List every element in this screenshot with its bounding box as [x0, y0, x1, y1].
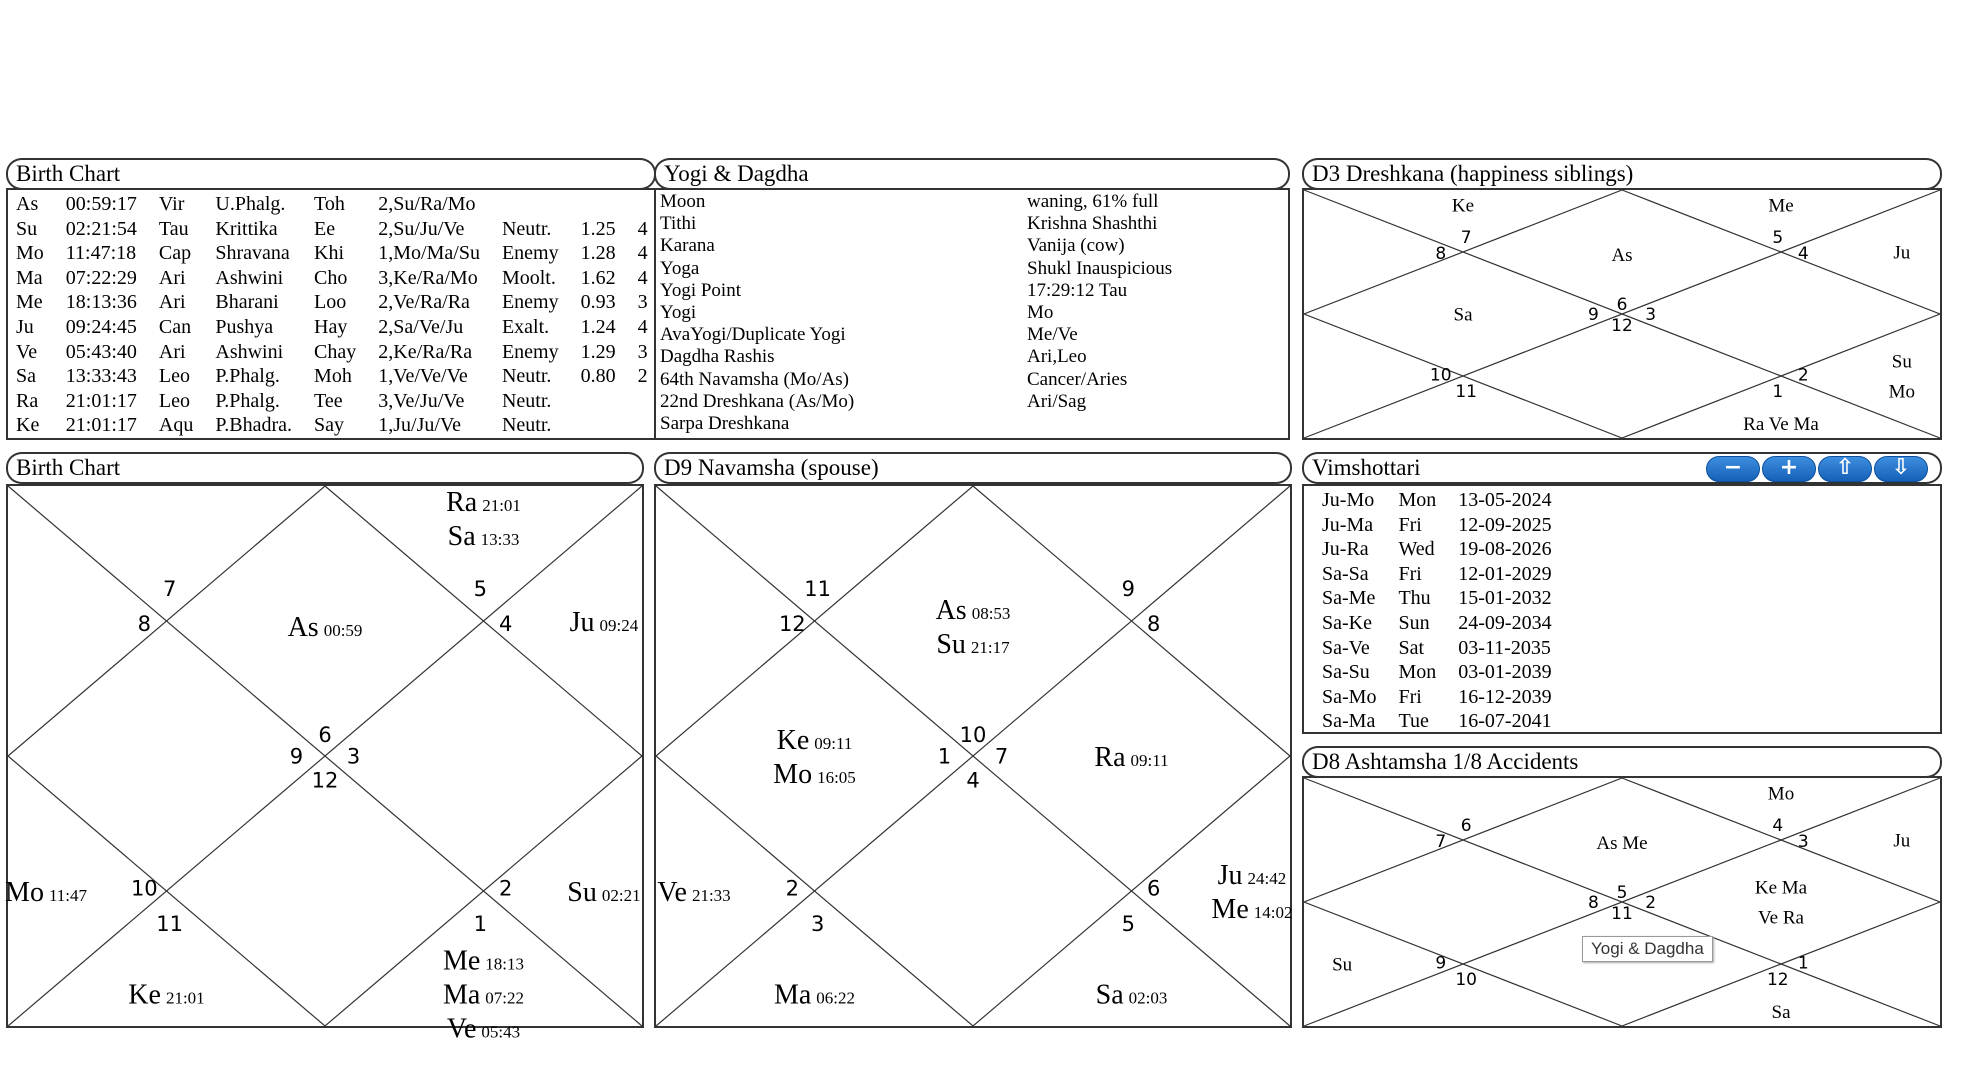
- house-number: 8: [1587, 892, 1599, 913]
- yogi-row: [660, 235, 1172, 257]
- birth-table-cell: Su: [16, 217, 38, 240]
- birth-table-cell: Pushya: [215, 315, 274, 338]
- house-number: 1: [1772, 381, 1784, 402]
- vimshottari-cell: Sa-Ve: [1322, 636, 1370, 659]
- vimshottari-cell: Fri: [1398, 562, 1422, 585]
- birth-table-cell: 11:47:18: [65, 242, 137, 265]
- yogi-cell: Ari/Sag: [1027, 390, 1087, 412]
- yogi-panel: [654, 158, 1290, 440]
- planet-label: Mo 11:47: [5, 876, 88, 908]
- house-number: 5: [1616, 883, 1628, 904]
- vimshottari-cell: Ju-Ma: [1322, 513, 1374, 536]
- birth-table-cell: P.Phalg.: [215, 389, 280, 412]
- vimshottari-row: [1322, 611, 1574, 636]
- planet-label: Ju: [1893, 242, 1911, 264]
- house-number: 11: [804, 576, 832, 601]
- birth-table-cell: 2: [637, 365, 648, 388]
- birth-table-cell: 1.25: [580, 217, 616, 240]
- birth-table-cell: [502, 192, 581, 217]
- planet-label: Su: [1891, 351, 1912, 373]
- yogi-title: Yogi & Dagdha: [654, 158, 1290, 190]
- house-number: 1: [937, 744, 952, 769]
- birth-table-panel: [6, 158, 656, 440]
- birth-table-row: [16, 413, 670, 438]
- planet-label: Ra Ve Ma: [1743, 413, 1819, 435]
- birth-table-cell: Can: [158, 315, 192, 338]
- birth-table-row: [16, 266, 670, 291]
- d3-title: D3 Dreshkana (happiness siblings): [1302, 158, 1942, 190]
- collapse-button[interactable]: −: [1706, 456, 1760, 482]
- birth-table-cell: Me: [16, 291, 43, 314]
- planet-label: Ke Ma: [1754, 877, 1808, 899]
- planet-label: As: [1611, 245, 1633, 267]
- birth-table-row: [16, 217, 670, 242]
- planet-label: Ke: [1451, 195, 1475, 217]
- birth-table-row: [16, 389, 670, 414]
- vimshottari-label: Vimshottari: [1312, 455, 1421, 480]
- vimshottari-row: [1322, 660, 1574, 685]
- yogi-row: [660, 324, 1172, 346]
- birth-table-cell: Tau: [158, 217, 189, 240]
- vimshottari-cell: Sa-Ke: [1322, 611, 1372, 634]
- vimshottari-cell: Mon: [1398, 661, 1437, 684]
- planet-label: Ju 24:42: [1217, 859, 1287, 891]
- planet-label: Sa 13:33: [447, 521, 520, 553]
- house-number: 6: [1460, 816, 1472, 837]
- birth-table-cell: Neutr.: [501, 217, 552, 240]
- vimshottari-cell: 13-05-2024: [1458, 489, 1552, 511]
- tooltip: Yogi & Dagdha: [1582, 936, 1713, 962]
- birth-table-cell: U.Phalg.: [215, 193, 286, 215]
- vimshottari-cell: Tue: [1398, 710, 1429, 733]
- planet-label: As Me: [1596, 833, 1648, 855]
- birth-table-cell: Ma: [16, 266, 43, 289]
- d9-chart[interactable]: [656, 486, 1293, 1026]
- house-number: 8: [1435, 244, 1447, 265]
- planet-label: Sa: [1453, 304, 1473, 326]
- birth-table-title: Birth Chart: [6, 158, 656, 190]
- birth-table-cell: Ari: [158, 340, 186, 363]
- birth-table-cell: 00:59:17: [65, 193, 137, 215]
- birth-table-cell: 07:22:29: [65, 266, 137, 289]
- house-number: 5: [1772, 228, 1784, 249]
- birth-table-cell: Sa: [16, 365, 36, 388]
- planet-label: Su 21:17: [936, 629, 1010, 661]
- yogi-cell: 22nd Dreshkana (As/Mo): [660, 390, 855, 412]
- vimshottari-row: [1322, 586, 1574, 611]
- vimshottari-row: [1322, 513, 1574, 538]
- scroll-up-button[interactable]: ⇧: [1818, 456, 1872, 482]
- yogi-cell: 17:29:12 Tau: [1027, 279, 1128, 301]
- birth-table-cell: Exalt.: [501, 315, 550, 338]
- house-number: 3: [346, 744, 361, 769]
- d8-panel: [1302, 746, 1942, 1028]
- birth-table-cell: 02:21:54: [65, 217, 137, 240]
- birth-table-cell: Ju: [16, 315, 34, 338]
- house-number: 3: [1797, 832, 1809, 853]
- vimshottari-row: [1322, 562, 1574, 587]
- vimshottari-cell: 19-08-2026: [1458, 538, 1552, 561]
- birth-table-cell: 4: [637, 266, 648, 289]
- planet-label: Su 02:21: [567, 876, 641, 908]
- vimshottari-row: [1322, 636, 1574, 661]
- birth-table-cell: Ke: [16, 414, 40, 437]
- vimshottari-cell: Sa-Mo: [1322, 685, 1377, 708]
- birth-table-cell: Enemy: [501, 242, 559, 265]
- yogi-row: [660, 413, 1172, 435]
- birth-table-cell: 4: [637, 315, 648, 338]
- birth-table-cell: Bharani: [215, 291, 279, 314]
- vimshottari-cell: Sun: [1398, 611, 1430, 634]
- planet-label: Ve 05:43: [446, 1013, 521, 1045]
- house-number: 11: [156, 911, 184, 936]
- yogi-cell: Yogi: [660, 302, 697, 324]
- birth-table-cell: 1,Ju/Ju/Ve: [378, 414, 462, 437]
- planet-label: Ke 09:11: [776, 724, 853, 756]
- birth-chart[interactable]: [5, 486, 642, 1045]
- birth-table-cell: [581, 389, 638, 414]
- birth-planet-table: [16, 192, 670, 438]
- birth-table-cell: 2,Sa/Ve/Ju: [378, 315, 464, 338]
- planet-label: As 00:59: [287, 612, 363, 644]
- planet-label: Su: [1332, 954, 1353, 976]
- birth-table-cell: Leo: [158, 389, 191, 412]
- vimshottari-row: [1322, 537, 1574, 562]
- house-number: 12: [311, 768, 339, 793]
- birth-table-cell: 2,Ve/Ra/Ra: [378, 291, 470, 314]
- planet-label: Ju: [1893, 830, 1911, 852]
- planet-label: Ma 07:22: [442, 979, 525, 1011]
- d8-chart[interactable]: [1304, 778, 1940, 1026]
- vimshottari-cell: 03-11-2035: [1458, 636, 1551, 659]
- yogi-cell: Tithi: [660, 213, 697, 235]
- house-number: 3: [810, 911, 825, 936]
- planet-label: Sa: [1771, 1001, 1791, 1023]
- vimshottari-cell: 15-01-2032: [1458, 587, 1552, 610]
- planet-label: Me 18:13: [442, 945, 525, 977]
- birth-table-cell: Cho: [314, 266, 348, 289]
- yogi-cell: Moon: [660, 191, 706, 212]
- yogi-cell: 64th Navamsha (Mo/As): [660, 368, 849, 390]
- birth-table-cell: 2,Su/Ju/Ve: [378, 217, 465, 240]
- birth-table-cell: 4: [637, 242, 648, 265]
- yogi-cell: Krishna Shashthi: [1027, 213, 1158, 235]
- vimshottari-cell: Sa-Me: [1322, 587, 1376, 610]
- d9-panel: [654, 452, 1292, 1028]
- birth-table-cell: Ashwini: [215, 340, 284, 363]
- house-number: 9: [1435, 953, 1447, 974]
- yogi-cell: Me/Ve: [1027, 324, 1078, 346]
- birth-chart-title: Birth Chart: [6, 452, 644, 484]
- birth-table-cell: Loo: [314, 291, 347, 314]
- yogi-cell: Vanija (cow): [1027, 235, 1125, 257]
- birth-table-cell: Toh: [314, 193, 345, 215]
- birth-table-cell: 2,Ke/Ra/Ra: [378, 340, 473, 363]
- birth-table-cell: Ve: [16, 340, 38, 363]
- house-number: 6: [318, 722, 332, 747]
- planet-label: Mo: [1888, 381, 1916, 403]
- birth-table-cell: Aqu: [158, 414, 194, 437]
- planet-label: Ve Ra: [1758, 907, 1804, 929]
- yogi-cell: Ari,Leo: [1027, 346, 1087, 368]
- birth-table-row: [16, 241, 670, 266]
- yogi-row: [660, 369, 1172, 391]
- house-number: 8: [1147, 612, 1161, 637]
- house-number: 4: [1797, 244, 1809, 265]
- planet-label: Ve 21:33: [657, 876, 731, 908]
- house-number: 2: [785, 876, 799, 901]
- vimshottari-table: [1322, 488, 1574, 734]
- planet-label: Me: [1768, 195, 1794, 217]
- birth-table-row: [16, 340, 670, 365]
- planet-label: Ra 09:11: [1094, 741, 1169, 773]
- vimshottari-cell: Ju-Ra: [1322, 538, 1369, 561]
- birth-table-cell: 3: [637, 291, 648, 314]
- planet-label: Me 14:02: [1211, 893, 1293, 925]
- birth-table-cell: 09:24:45: [65, 315, 137, 338]
- planet-label: Mo 16:05: [773, 758, 856, 790]
- house-number: 10: [130, 876, 158, 901]
- birth-table-cell: 21:01:17: [65, 389, 137, 412]
- birth-table-cell: 05:43:40: [65, 340, 137, 363]
- birth-table-cell: Moh: [314, 365, 352, 388]
- yogi-row: [660, 302, 1172, 324]
- house-number: 9: [289, 744, 304, 769]
- vimshottari-cell: Thu: [1398, 587, 1431, 610]
- planet-label: Ma 06:22: [773, 979, 856, 1011]
- birth-table-cell: Neutr.: [501, 389, 552, 412]
- d3-chart[interactable]: [1304, 190, 1940, 438]
- house-number: 1: [473, 911, 488, 936]
- birth-table-cell: Khi: [314, 242, 345, 265]
- house-number: 12: [1766, 969, 1789, 990]
- birth-table-cell: 4: [637, 217, 648, 240]
- house-number: 2: [1797, 365, 1809, 386]
- scroll-down-button[interactable]: ⇩: [1874, 456, 1928, 482]
- birth-chart-panel: [5, 452, 644, 1045]
- birth-table-cell: Krittika: [215, 217, 278, 240]
- yogi-cell: Cancer/Aries: [1027, 368, 1128, 390]
- vimshottari-cell: 03-01-2039: [1458, 661, 1552, 684]
- yogi-cell: Dagdha Rashis: [660, 346, 775, 368]
- birth-table-cell: Ee: [314, 217, 336, 240]
- birth-table-cell: Enemy: [501, 340, 559, 363]
- birth-table-cell: 21:01:17: [65, 414, 137, 437]
- yogi-row: [660, 280, 1172, 302]
- birth-table-cell: Tee: [314, 389, 343, 412]
- house-number: 4: [1772, 816, 1784, 837]
- house-number: 10: [1455, 969, 1478, 990]
- house-number: 12: [778, 612, 806, 637]
- house-number: 10: [1429, 365, 1452, 386]
- yogi-row: [660, 213, 1172, 235]
- yogi-row: [660, 346, 1172, 368]
- house-number: 9: [1121, 576, 1136, 601]
- house-number: 12: [1611, 316, 1633, 337]
- yogi-row: [660, 391, 1172, 413]
- d8-title: D8 Ashtamsha 1/8 Accidents: [1302, 746, 1942, 778]
- house-number: 6: [1616, 295, 1628, 316]
- vimshottari-row: [1322, 685, 1574, 710]
- birth-table-row: [16, 290, 670, 315]
- birth-table-cell: P.Phalg.: [215, 365, 280, 388]
- birth-table-cell: 3: [637, 340, 648, 363]
- yogi-row: [660, 258, 1172, 280]
- vimshottari-cell: 16-07-2041: [1458, 710, 1552, 733]
- birth-table-cell: Shravana: [215, 242, 290, 265]
- birth-table-cell: 1.28: [580, 242, 616, 265]
- birth-table-cell: 1.24: [580, 315, 616, 338]
- planet-label: Ra 21:01: [446, 487, 521, 519]
- vimshottari-cell: Sat: [1398, 636, 1425, 659]
- birth-table-cell: Cap: [158, 242, 192, 265]
- birth-table-cell: 1.29: [580, 340, 616, 363]
- birth-table-row: [16, 315, 670, 340]
- birth-table-cell: [581, 413, 638, 438]
- birth-table-cell: Ari: [158, 266, 186, 289]
- house-number: 5: [473, 576, 488, 601]
- vimshottari-cell: Mon: [1398, 489, 1437, 511]
- birth-table-cell: 1,Ve/Ve/Ve: [378, 365, 468, 388]
- vimshottari-cell: Wed: [1398, 538, 1435, 561]
- birth-table-cell: As: [16, 193, 39, 215]
- yogi-cell: [1027, 413, 1172, 435]
- birth-table-cell: 0.93: [580, 291, 616, 314]
- yogi-table: [660, 191, 1172, 435]
- house-number: 6: [1147, 876, 1161, 901]
- house-number: 2: [499, 876, 513, 901]
- house-number: 7: [162, 576, 177, 601]
- birth-table-cell: 0.80: [580, 365, 616, 388]
- house-number: 1: [1797, 953, 1809, 974]
- birth-table-cell: P.Bhadra.: [215, 414, 293, 437]
- yogi-cell: Yogi Point: [660, 279, 741, 301]
- birth-table-cell: 3,Ve/Ju/Ve: [378, 389, 465, 412]
- house-number: 2: [1645, 892, 1657, 913]
- birth-table-cell: Moolt.: [501, 266, 556, 289]
- yogi-cell: Shukl Inauspicious: [1027, 257, 1173, 279]
- d9-title: D9 Navamsha (spouse): [654, 452, 1292, 484]
- planet-label: Ju 09:24: [569, 606, 639, 638]
- vimshottari-cell: 16-12-2039: [1458, 685, 1552, 708]
- yogi-cell: AvaYogi/Duplicate Yogi: [660, 324, 846, 346]
- house-number: 8: [137, 612, 151, 637]
- d3-panel: [1302, 158, 1942, 440]
- house-number: 3: [1645, 304, 1657, 325]
- planet-label: Ke 21:01: [128, 979, 205, 1011]
- yogi-cell: Yoga: [660, 257, 700, 279]
- vimshottari-cell: Fri: [1398, 513, 1422, 536]
- house-number: 7: [994, 744, 1009, 769]
- house-number: 4: [499, 612, 513, 637]
- birth-table-cell: Chay: [314, 340, 357, 363]
- vimshottari-cell: 12-01-2029: [1458, 562, 1552, 585]
- birth-table-cell: Ra: [16, 389, 39, 412]
- vimshottari-cell: 12-09-2025: [1458, 513, 1552, 536]
- yogi-row: [660, 191, 1172, 213]
- vimshottari-cell: Ju-Mo: [1322, 489, 1375, 511]
- planet-label: As 08:53: [935, 595, 1011, 627]
- yogi-cell: Sarpa Dreshkana: [660, 413, 790, 435]
- yogi-cell: waning, 61% full: [1027, 191, 1159, 212]
- vimshottari-row: [1322, 488, 1574, 513]
- yogi-cell: Mo: [1027, 302, 1054, 324]
- house-number: 7: [1460, 228, 1472, 249]
- expand-button[interactable]: +: [1762, 456, 1816, 482]
- house-number: 11: [1455, 381, 1478, 402]
- house-number: 11: [1611, 904, 1633, 925]
- birth-table-cell: Vir: [158, 193, 185, 215]
- vimshottari-cell: Sa-Ma: [1322, 710, 1376, 733]
- birth-table-cell: 1,Mo/Ma/Su: [378, 242, 480, 265]
- birth-table-cell: [581, 192, 638, 217]
- vimshottari-cell: Sa-Su: [1322, 661, 1370, 684]
- birth-table-cell: Leo: [158, 365, 191, 388]
- vimshottari-cell: Fri: [1398, 685, 1422, 708]
- house-number: 7: [1435, 832, 1447, 853]
- yogi-cell: Karana: [660, 235, 715, 257]
- birth-table-cell: 18:13:36: [65, 291, 137, 314]
- birth-table-cell: Enemy: [501, 291, 559, 314]
- birth-table-cell: Neutr.: [501, 414, 552, 437]
- birth-table-cell: 2,Su/Ra/Mo: [378, 193, 476, 215]
- birth-table-cell: 1.62: [580, 266, 616, 289]
- birth-table-cell: Ari: [158, 291, 186, 314]
- birth-table-cell: Say: [314, 414, 345, 437]
- house-number: 10: [959, 722, 987, 747]
- birth-table-cell: Ashwini: [215, 266, 284, 289]
- planet-label: Sa 02:03: [1095, 979, 1168, 1011]
- vimshottari-row: [1322, 709, 1574, 734]
- planet-label: Mo: [1767, 783, 1795, 805]
- birth-table-cell: 3,Ke/Ra/Mo: [378, 266, 478, 289]
- birth-table-row: [16, 192, 670, 217]
- birth-table-row: [16, 364, 670, 389]
- house-number: 4: [966, 768, 980, 793]
- house-number: 5: [1121, 911, 1136, 936]
- birth-table-cell: Neutr.: [501, 365, 552, 388]
- birth-table-cell: Hay: [314, 315, 348, 338]
- vimshottari-cell: 24-09-2034: [1458, 611, 1552, 634]
- birth-table-cell: 13:33:43: [65, 365, 137, 388]
- birth-table-cell: Mo: [16, 242, 44, 265]
- house-number: 9: [1587, 304, 1599, 325]
- vimshottari-cell: Sa-Sa: [1322, 562, 1369, 585]
- vimshottari-panel: [1302, 452, 1942, 734]
